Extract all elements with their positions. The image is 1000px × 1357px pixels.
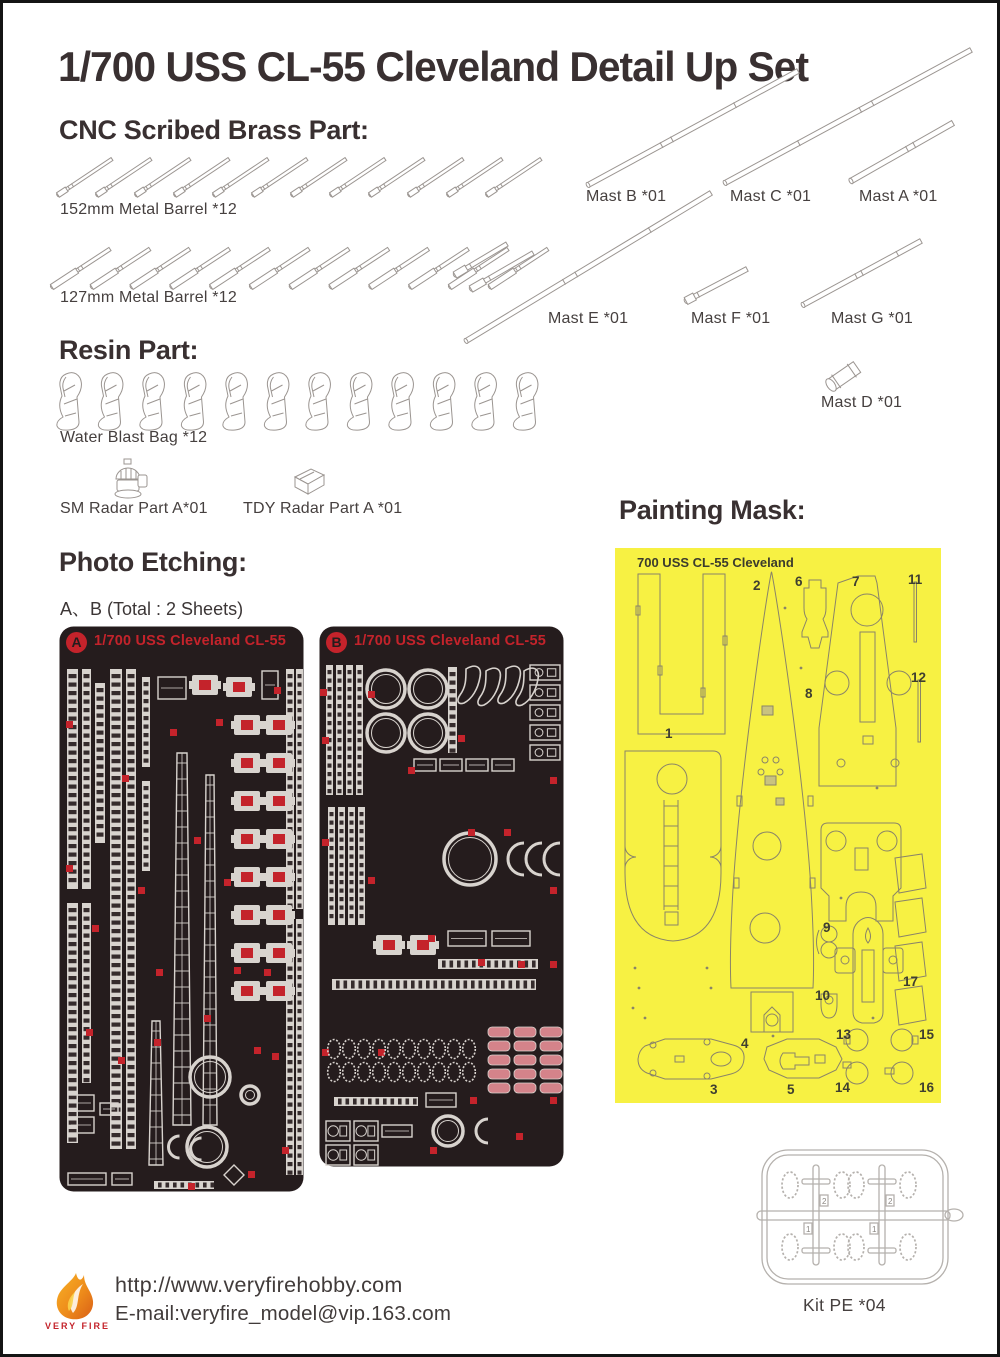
mask-part-number: 14 [835,1080,851,1095]
tdy-radar-drawing [291,465,329,497]
svg-text:2: 2 [888,1197,893,1206]
pe-sheet-b-badge: B [326,632,347,653]
mask-part-number: 3 [710,1082,718,1097]
pe-sheet-a-badge: A [66,632,87,653]
mask-part-number: 1 [665,726,673,741]
mask-part-number: 17 [903,974,919,989]
label-mast-f: Mast F *01 [691,310,771,327]
label-mast-c: Mast C *01 [730,188,812,205]
label-mast-e: Mast E *01 [548,310,629,327]
svg-text:700 USS CL-55 Cleveland: 700 USS CL-55 Cleveland [637,555,794,570]
label-tdy-radar: TDY Radar Part A *01 [243,500,403,517]
mask-part-number: 4 [741,1036,749,1051]
footer-email: E-mail:veryfire_model@vip.163.com [115,1302,452,1325]
label-barrel-127: 127mm Metal Barrel *12 [60,289,237,306]
pe-sheet-b-drawing [318,625,565,1168]
mask-part-number: 11 [908,572,923,587]
mask-part-number: 5 [787,1082,795,1097]
brass-heading: CNC Scribed Brass Part: [59,115,369,145]
sm-radar-drawing [108,457,150,501]
label-mast-b: Mast B *01 [586,188,667,205]
mask-part-number: 12 [911,670,927,685]
page-title: 1/700 USS CL-55 Cleveland Detail Up Set [58,43,809,90]
mask-part-number: 2 [753,578,761,593]
label-mast-a: Mast A *01 [859,188,938,205]
mask-part-number: 8 [805,686,813,701]
label-sm-radar: SM Radar Part A*01 [60,500,208,517]
mask-part-number: 6 [795,574,803,589]
photo-etching-heading: Photo Etching: [59,547,247,577]
mask-part-number: 9 [823,920,831,935]
mask-part-number: 15 [919,1027,935,1042]
label-kit-pe: Kit PE *04 [803,1295,886,1315]
pe-sheet-a-title: 1/700 USS Cleveland CL-55 [94,633,286,649]
painting-mask-heading: Painting Mask: [619,495,806,525]
label-barrel-152: 152mm Metal Barrel *12 [60,201,237,218]
resin-heading: Resin Part: [59,335,199,365]
pe-sheet-b [318,625,565,1168]
pe-sheet-a-drawing [58,625,305,1193]
svg-text:1: 1 [806,1225,811,1234]
mask-part-number: 7 [852,574,860,589]
photo-etching-subtitle: A、B (Total : 2 Sheets) [60,599,244,619]
label-mast-d: Mast D *01 [821,394,903,411]
label-water-blast: Water Blast Bag *12 [60,429,208,446]
svg-text:1: 1 [872,1225,877,1234]
mask-part-number: 13 [836,1027,852,1042]
mask-part-number: 16 [919,1080,935,1095]
water-blast-bags-drawing [51,367,563,431]
footer-website: http://www.veryfirehobby.com [115,1273,403,1297]
painting-mask-drawing [615,548,941,1103]
veryfire-flame-logo [49,1271,103,1321]
mask-part-number: 10 [815,988,831,1003]
kit-pe-drawing [756,1145,966,1295]
pe-sheet-b-title: 1/700 USS Cleveland CL-55 [354,633,546,649]
label-mast-g: Mast G *01 [831,310,914,327]
veryfire-logo-text: VERY FIRE [45,1321,111,1331]
pe-sheet-a [58,625,305,1193]
svg-text:2: 2 [822,1197,827,1206]
